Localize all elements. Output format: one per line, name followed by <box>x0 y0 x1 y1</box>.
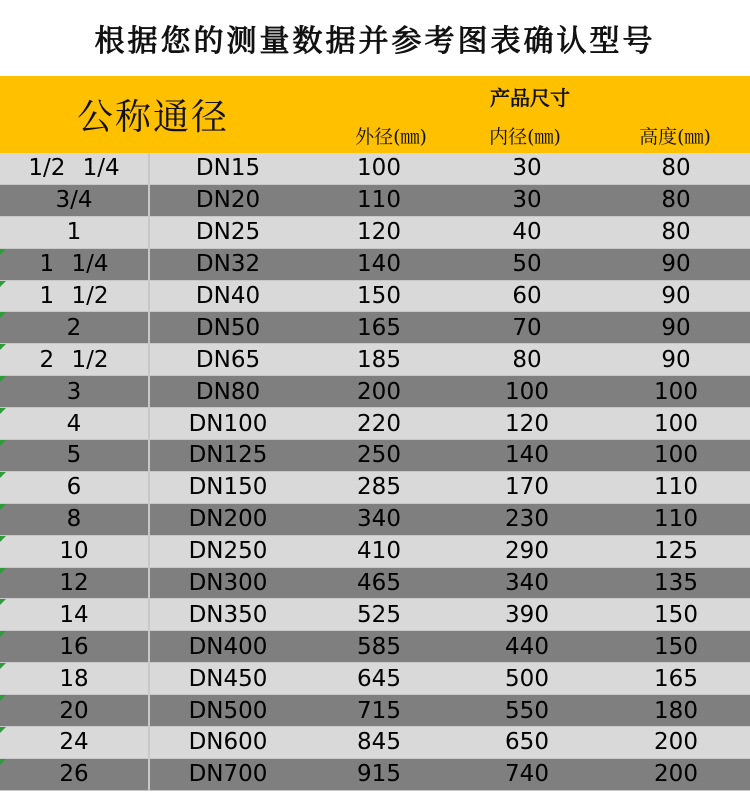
outer-diameter-cell: 465 <box>357 570 401 597</box>
outer-diameter-cell: 185 <box>357 346 401 373</box>
inner-diameter-cell: 50 <box>512 251 542 278</box>
outer-diameter-cell: 120 <box>357 219 401 246</box>
dn-size-cell: DN150 <box>188 474 268 501</box>
inner-diameter-cell: 170 <box>505 474 549 501</box>
inner-diameter-header: 内径(㎜) <box>489 126 561 148</box>
dn-size-cell: DN200 <box>188 506 268 533</box>
inner-diameter-cell: 740 <box>505 761 549 788</box>
inch-size-cell: 2 1/2 <box>0 344 150 375</box>
inch-size-cell: 26 <box>0 759 150 790</box>
height-cell: 200 <box>654 761 698 788</box>
outer-diameter-cell: 250 <box>357 442 401 469</box>
dn-size-cell: DN350 <box>188 601 268 628</box>
outer-diameter-header: 外径(㎜) <box>355 126 427 148</box>
dn-size-cell: DN300 <box>188 570 268 597</box>
cell-marker-icon <box>0 759 6 765</box>
inner-diameter-cell: 290 <box>505 538 549 565</box>
cell-marker-icon <box>0 312 6 318</box>
height-header: 高度(㎜) <box>639 126 711 148</box>
height-cell: 100 <box>654 410 698 437</box>
outer-diameter-cell: 645 <box>357 665 401 692</box>
outer-diameter-cell: 200 <box>357 378 401 405</box>
table-row <box>0 153 750 185</box>
outer-diameter-cell: 845 <box>357 729 401 756</box>
inner-diameter-cell: 440 <box>505 633 549 660</box>
table-row <box>0 663 750 695</box>
dn-size-cell: DN50 <box>195 314 261 341</box>
inner-diameter-cell: 120 <box>505 410 549 437</box>
outer-diameter-cell: 715 <box>357 697 401 724</box>
height-cell: 135 <box>654 570 698 597</box>
inner-diameter-cell: 70 <box>512 314 542 341</box>
dn-size-cell: DN600 <box>188 729 268 756</box>
inch-size-cell: 1 <box>0 217 150 248</box>
inch-size-cell: 4 <box>0 408 150 439</box>
height-cell: 110 <box>654 506 698 533</box>
outer-diameter-cell: 150 <box>357 283 401 309</box>
cell-marker-icon <box>0 281 6 287</box>
table-row <box>0 312 750 344</box>
dn-size-cell: DN125 <box>188 442 268 469</box>
table-row <box>0 472 750 504</box>
inch-size-cell: 1/2 1/4 <box>0 153 150 184</box>
height-cell: 165 <box>654 665 698 692</box>
cell-marker-icon <box>0 695 6 701</box>
height-cell: 80 <box>661 219 691 246</box>
table-row <box>0 408 750 440</box>
table-row <box>0 568 750 600</box>
cell-marker-icon <box>0 663 6 669</box>
cell-marker-icon <box>0 599 6 605</box>
inner-diameter-cell: 30 <box>512 187 542 214</box>
dn-size-cell: DN100 <box>188 410 268 437</box>
inch-size-cell: 2 <box>0 312 150 343</box>
dn-size-cell: DN500 <box>188 697 268 724</box>
outer-diameter-cell: 410 <box>357 538 401 565</box>
table-row <box>0 599 750 631</box>
inner-diameter-cell: 60 <box>512 283 542 309</box>
inch-size-cell: 10 <box>0 536 150 567</box>
cell-marker-icon <box>0 408 6 414</box>
inch-size-cell: 14 <box>0 599 150 630</box>
height-cell: 100 <box>654 378 698 405</box>
inner-diameter-cell: 80 <box>512 346 542 373</box>
table-row <box>0 759 750 791</box>
inch-size-cell: 1 1/4 <box>0 249 150 280</box>
cell-marker-icon <box>0 536 6 542</box>
table-row <box>0 217 750 249</box>
height-cell: 125 <box>654 538 698 565</box>
outer-diameter-cell: 220 <box>357 410 401 437</box>
cell-marker-icon <box>0 472 6 478</box>
dn-size-cell: DN20 <box>195 187 261 214</box>
height-cell: 90 <box>661 251 691 278</box>
height-cell: 180 <box>654 697 698 724</box>
inner-diameter-cell: 100 <box>505 378 549 405</box>
inner-diameter-cell: 340 <box>505 570 549 597</box>
table-header <box>0 76 750 153</box>
cell-marker-icon <box>0 504 6 510</box>
inch-size-cell: 5 <box>0 440 150 471</box>
inch-size-cell: 16 <box>0 631 150 662</box>
inner-diameter-cell: 140 <box>505 442 549 469</box>
dn-size-cell: DN250 <box>188 538 268 565</box>
inch-size-cell: 8 <box>0 504 150 535</box>
height-cell: 90 <box>661 314 691 341</box>
dn-size-cell: DN400 <box>188 633 268 660</box>
inch-size-cell: 24 <box>0 727 150 758</box>
dn-size-cell: DN15 <box>195 155 261 182</box>
inner-diameter-cell: 500 <box>505 665 549 692</box>
inner-diameter-cell: 30 <box>512 155 542 182</box>
cell-marker-icon <box>0 344 6 350</box>
size-table <box>0 153 750 791</box>
cell-marker-icon <box>0 631 6 637</box>
height-cell: 200 <box>654 729 698 756</box>
inner-diameter-cell: 390 <box>505 601 549 628</box>
inch-size-cell: 18 <box>0 663 150 694</box>
table-row <box>0 727 750 759</box>
table-row <box>0 440 750 472</box>
outer-diameter-cell: 165 <box>357 314 401 341</box>
table-row <box>0 376 750 408</box>
height-cell: 90 <box>661 346 691 373</box>
cell-marker-icon <box>0 727 6 733</box>
outer-diameter-cell: 525 <box>357 601 401 628</box>
table-row <box>0 185 750 217</box>
cell-marker-icon <box>0 440 6 446</box>
nominal-diameter-header: 公称通径 <box>76 97 229 138</box>
dn-size-cell: DN40 <box>195 283 261 309</box>
table-row <box>0 249 750 281</box>
outer-diameter-cell: 585 <box>357 633 401 660</box>
outer-diameter-cell: 100 <box>357 155 401 182</box>
outer-diameter-cell: 110 <box>357 187 401 214</box>
outer-diameter-cell: 340 <box>357 506 401 533</box>
inch-size-cell: 6 <box>0 472 150 503</box>
cell-marker-icon <box>0 376 6 382</box>
height-cell: 100 <box>654 442 698 469</box>
table-row <box>0 695 750 727</box>
inner-diameter-cell: 40 <box>512 219 542 246</box>
table-row <box>0 631 750 663</box>
outer-diameter-cell: 140 <box>357 251 401 278</box>
height-cell: 80 <box>661 187 691 214</box>
height-cell: 150 <box>654 601 698 628</box>
height-cell: 150 <box>654 633 698 660</box>
dn-size-cell: DN700 <box>188 761 268 788</box>
inch-size-cell: 12 <box>0 568 150 599</box>
outer-diameter-cell: 915 <box>357 761 401 788</box>
inch-size-cell: 1 1/2 <box>0 281 150 312</box>
cell-marker-icon <box>0 249 6 255</box>
height-cell: 90 <box>661 283 691 309</box>
dn-size-cell: DN65 <box>195 346 261 373</box>
inch-size-cell: 3 <box>0 376 150 407</box>
dn-size-cell: DN450 <box>188 665 268 692</box>
height-cell: 80 <box>661 155 691 182</box>
inner-diameter-cell: 230 <box>505 506 549 533</box>
table-row <box>0 281 750 313</box>
table-row <box>0 536 750 568</box>
product-size-header: 产品尺寸 <box>490 86 570 110</box>
table-row <box>0 344 750 376</box>
inner-diameter-cell: 550 <box>505 697 549 724</box>
dn-size-cell: DN25 <box>195 219 261 246</box>
dn-size-cell: DN32 <box>195 251 261 278</box>
page-title: 根据您的测量数据并参考图表确认型号 <box>94 24 656 59</box>
inch-size-cell: 3/4 <box>0 185 150 216</box>
inner-diameter-cell: 650 <box>505 729 549 756</box>
dn-size-cell: DN80 <box>195 378 261 405</box>
cell-marker-icon <box>0 568 6 574</box>
height-cell: 110 <box>654 474 698 501</box>
inch-size-cell: 20 <box>0 695 150 726</box>
outer-diameter-cell: 285 <box>357 474 401 501</box>
table-row <box>0 504 750 536</box>
